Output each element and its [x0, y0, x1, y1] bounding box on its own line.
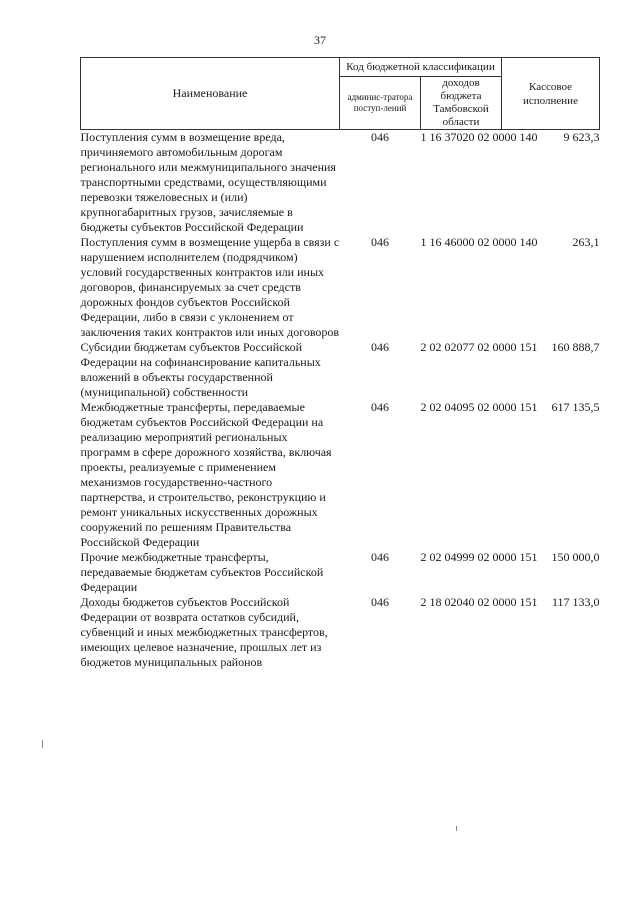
row-name: Прочие межбюджетные трансферты, передаваемые бюджетам субъектов Российской Федерации	[80, 550, 324, 594]
row-name: Поступления сумм в возмещение вреда, причиняемого автомобильным дорогам регионального или межмуниципального значения транспортными средствами, осуществляющими перевозки тяжеловесных и (или) крупногабаритных грузов, зачисляемые в бюджеты субъектов Российской Федерации	[80, 130, 336, 234]
row-name: Доходы бюджетов субъектов Российской Федерации от возврата остатков субсидий, субвенций и иных межбюджетных трансфертов, имеющих целевое назначение, прошлых лет из бюджетов муниципальных районов	[80, 595, 328, 669]
table-row	[81, 400, 600, 550]
header-execution: Кассовое исполнение	[502, 58, 600, 130]
scan-mark	[42, 740, 43, 748]
table-row	[81, 130, 600, 236]
row-code: 1 16 37020 02 0000 140	[420, 130, 538, 144]
budget-table	[80, 57, 600, 670]
row-amount: 150 000,0	[551, 550, 600, 564]
row-amount: 9 623,3	[563, 130, 600, 144]
row-admin: 046	[371, 130, 389, 144]
page-number: 37	[314, 33, 326, 47]
header-income: доходов бюджета Тамбовской области	[421, 77, 502, 130]
table-row	[81, 235, 600, 340]
scan-mark	[456, 826, 457, 831]
header-code-group: Код бюджетной классификации	[340, 58, 502, 77]
table-row	[81, 340, 600, 400]
row-amount: 160 888,7	[551, 340, 600, 354]
row-admin: 046	[371, 235, 389, 249]
row-admin: 046	[371, 340, 389, 354]
row-admin: 046	[371, 595, 389, 609]
header-name: Наименование	[81, 58, 340, 130]
row-name: Межбюджетные трансферты, передаваемые бюджетам субъектов Российской Федерации на реализацию мероприятий региональных программ в сфере дорожного хозяйства, включая проекты, реализуемые с применением механизмов государственно-частного партнерства, и строительство, реконструкцию и ремонт уникальных искусственных дорожных сооружений по решениям Правительства Российской Федерации	[80, 400, 332, 549]
row-code: 2 02 02077 02 0000 151	[420, 340, 538, 354]
row-code: 2 02 04095 02 0000 151	[420, 400, 538, 414]
row-name: Поступления сумм в возмещение ущерба в связи с нарушением исполнителем (подрядчиком) условий государственных контрактов или иных договоров, финансируемых за счет средств дорожных фондов субъектов Российской Федерации, либо в связи с уклонением от заключения таких контрактов или иных договоров	[80, 235, 340, 339]
header-admin: админис-тратора поступ-лений	[340, 77, 421, 130]
row-name: Субсидии бюджетам субъектов Российской Федерации на софинансирование капитальных вложений в объекты государственной (муниципальной) собственности	[80, 340, 321, 399]
row-amount: 117 133,0	[551, 595, 600, 609]
row-code: 2 18 02040 02 0000 151	[420, 595, 538, 609]
row-admin: 046	[371, 400, 389, 414]
row-amount: 617 135,5	[551, 400, 600, 414]
row-admin: 046	[371, 550, 389, 564]
row-code: 1 16 46000 02 0000 140	[420, 235, 538, 249]
table-row	[81, 595, 600, 670]
table-row	[81, 550, 600, 595]
row-amount: 263,1	[572, 235, 600, 249]
row-code: 2 02 04999 02 0000 151	[420, 550, 538, 564]
